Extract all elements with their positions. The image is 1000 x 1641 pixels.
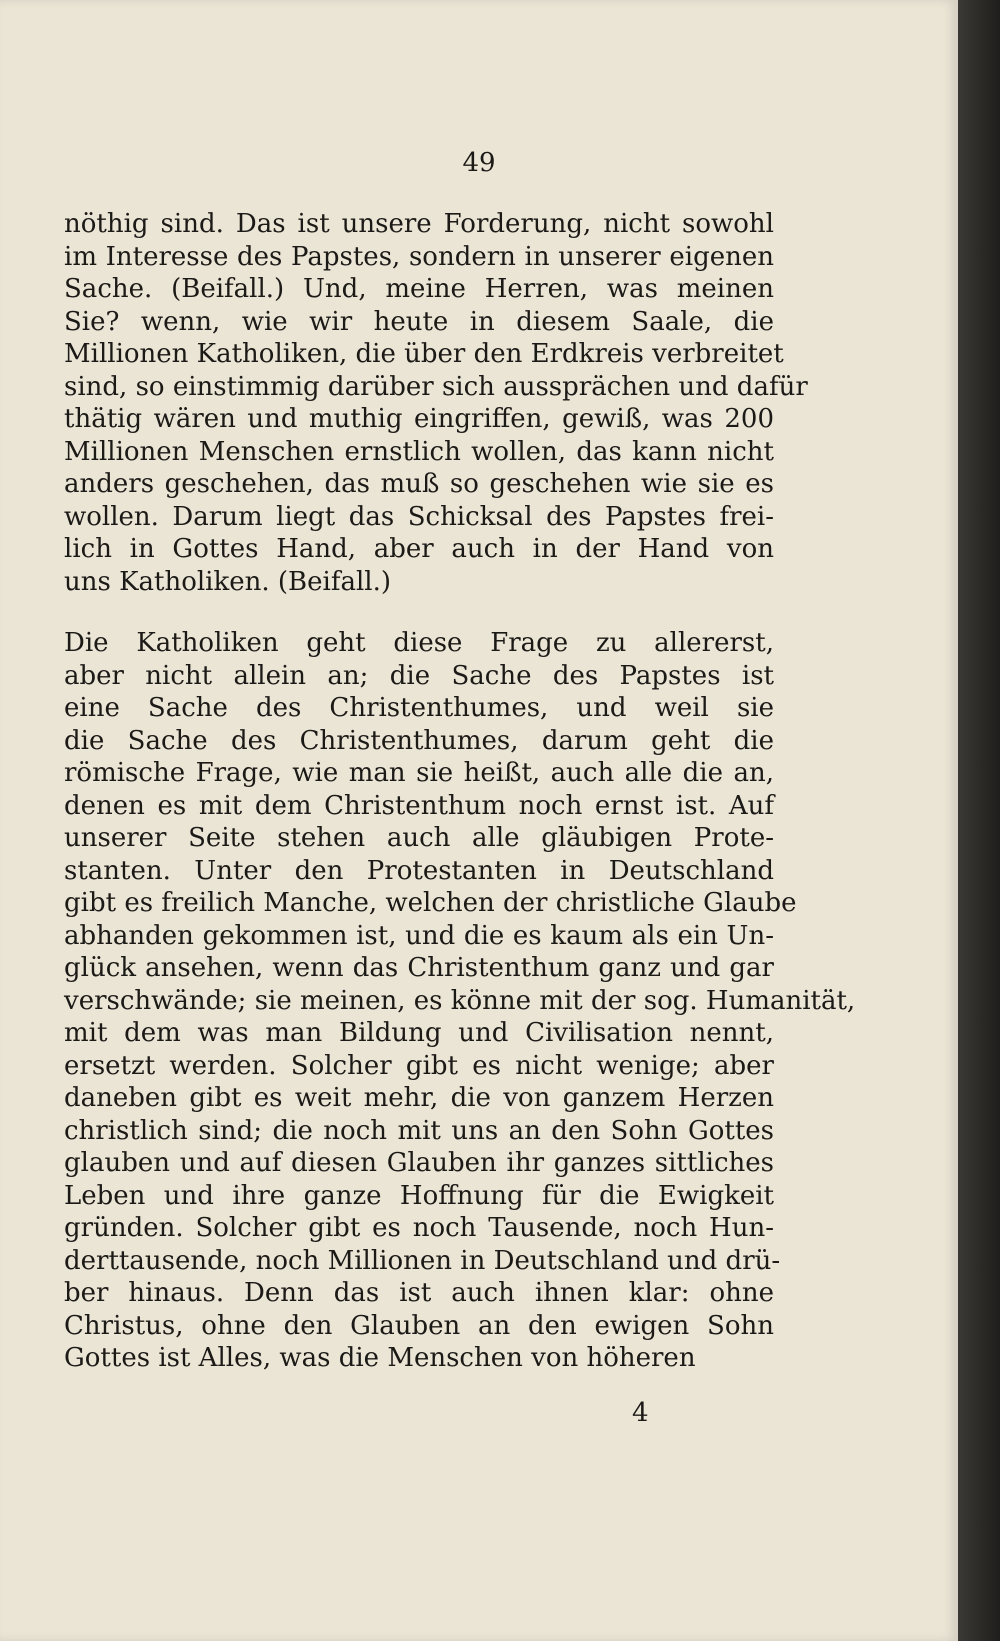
text-line: Die Katholiken geht diese Frage zu allererst,: [64, 628, 774, 658]
paragraph: [64, 627, 856, 1375]
text-line: ber hinaus. Denn das ist auch ihnen klar: ohne: [64, 1278, 774, 1308]
book-edge: [958, 0, 1000, 1641]
text-line: Millionen Katholiken, die über den Erdkreis verbreitet: [64, 339, 784, 369]
text-line: mit dem was man Bildung und Civilisation nennt,: [64, 1018, 774, 1048]
text-line: uns Katholiken. (Beifall.): [64, 566, 392, 597]
text-line: verschwände; sie meinen, es könne mit der sog. Humanität,: [64, 985, 856, 1016]
text-line: abhanden gekommen ist, und die es kaum als ein Un-: [64, 920, 774, 951]
text-line: Sache. (Beifall.) Und, meine Herren, was meinen: [64, 274, 774, 304]
text-line: Gottes ist Alles, was die Menschen von höheren: [64, 1343, 696, 1373]
text-line: denen es mit dem Christenthum noch ernst ist. Auf: [64, 790, 774, 821]
text-line: glauben und auf diesen Glauben ihr ganzes sittliches: [64, 1148, 774, 1178]
text-line: gibt es freilich Manche, welchen der christliche Glaube: [64, 888, 797, 918]
body-text: [64, 208, 856, 1375]
signature-mark: 4: [632, 1398, 649, 1428]
text-line: stanten. Unter den Protestanten in Deutschland: [64, 855, 774, 886]
text-line: römische Frage, wie man sie heißt, auch alle die an,: [64, 758, 774, 788]
text-line: Sie? wenn, wie wir heute in diesem Saale, die: [64, 306, 774, 337]
text-line: aber nicht allein an; die Sache des Papstes ist: [64, 660, 774, 691]
text-line: thätig wären und muthig eingriffen, gewiß, was 200: [64, 404, 774, 434]
text-line: sind, so einstimmig darüber sich aussprächen und dafür: [64, 371, 808, 402]
paragraph-gap: [64, 598, 774, 627]
text-line: glück ansehen, wenn das Christenthum ganz und gar: [64, 953, 774, 983]
text-line: Millionen Menschen ernstlich wollen, das kann nicht: [64, 436, 774, 467]
text-line: anders geschehen, das muß so geschehen wie sie es: [64, 469, 774, 499]
text-line: nöthig sind. Das ist unsere Forderung, nicht sowohl: [64, 209, 774, 239]
page-number: 49: [462, 148, 496, 178]
text-line: eine Sache des Christenthumes, und weil sie: [64, 693, 774, 723]
text-line: unserer Seite stehen auch alle gläubigen Prote-: [64, 823, 774, 853]
text-line: derttausende, noch Millionen in Deutschland und drü-: [64, 1245, 781, 1276]
text-line: Christus, ohne den Glauben an den ewigen Sohn: [64, 1310, 774, 1341]
text-line: gründen. Solcher gibt es noch Tausende, noch Hun-: [64, 1213, 774, 1243]
text-line: lich in Gottes Hand, aber auch in der Hand von: [64, 534, 774, 564]
text-line: daneben gibt es weit mehr, die von ganzem Herzen: [64, 1083, 774, 1113]
text-line: im Interesse des Papstes, sondern in unserer eigenen: [64, 241, 774, 272]
text-line: ersetzt werden. Solcher gibt es nicht wenige; aber: [64, 1050, 774, 1081]
text-line: christlich sind; die noch mit uns an den Sohn Gottes: [64, 1115, 774, 1146]
text-line: die Sache des Christenthumes, darum geht die: [64, 725, 774, 756]
paragraph: [64, 208, 808, 598]
text-line: Leben und ihre ganze Hoffnung für die Ewigkeit: [64, 1180, 774, 1211]
text-line: wollen. Darum liegt das Schicksal des Papstes frei-: [64, 501, 774, 532]
